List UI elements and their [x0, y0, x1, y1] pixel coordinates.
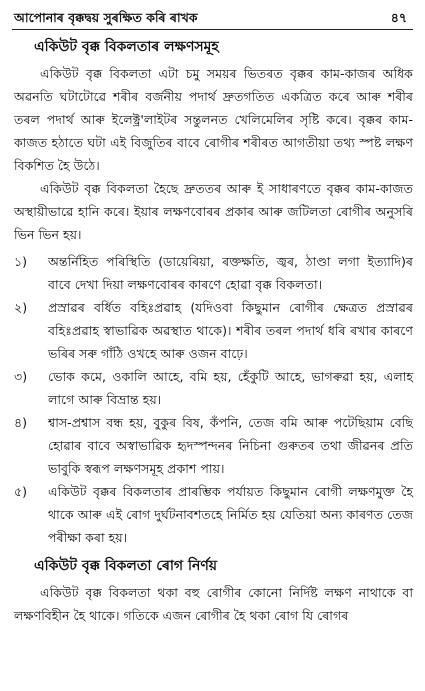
running-header: [14, 10, 411, 30]
list-item-text: ভোক কমে, ওকালি আহে, বমি হয়, হেঁকুটি আহে, ভাগৰুৱা হয়, এলাহ লাগে আৰু বিভ্ৰান্ত হয়।: [48, 369, 413, 407]
list-item: [14, 250, 413, 296]
section-heading-diagnosis: একিউট বৃক্ক বিকলতা ৰোগ নিৰ্ণয়: [34, 558, 218, 574]
paragraph: একিউট বৃক্ক বিকলতা থকা বহু ৰোগীৰ কোনো নিৰ্দিষ্ট লক্ষণ নাথাকে বা লক্ষণবিহীন হৈ থাকে। গতিকে এজন ৰোগীৰ হৈ থকা ৰোগ যি ৰোগৰ: [14, 585, 413, 623]
page-content: [14, 34, 413, 691]
paragraph: একিউট বৃক্ক বিকলতা এটা চমু সময়ৰ ভিতৰত বৃক্কৰ কাম-কাজৰ অধিক অৱনতি ঘটাটোৱে শৰীৰ বৰ্জনীয় পদাৰ্থ দ্ৰুতগতিত একত্ৰিত কৰে আৰু শৰীৰ তৰল পদাৰ্থ আৰু ইলেক্ট্ৰ'লাইটৰ সন্তুলনত খেলিমেলিৰ সৃষ্টি কৰে। বৃক্কৰ কাম-কাজত হঠাতে ঘটা এই বিজুতিৰ বাবে ৰোগীৰ শৰীৰত আগতীয়া তথ্য স্পষ্ট লক্ষণ বিকশিত হৈ উঠে।: [14, 66, 413, 173]
symptom-list: [14, 250, 413, 549]
paragraph: একিউট বৃক্ক বিকলতা হৈছে দ্ৰুততৰ আৰু ই সাধাৰণতে বৃক্কৰ কাম-কাজত অস্থায়ীভাৱে হানি কৰে। ইয়াৰ লক্ষণবোৰৰ প্ৰকাৰ আৰু জটিলতা ৰোগীৰ অনুসৰি ভিন ভিন হয়।: [14, 181, 413, 242]
list-item-number: ৩): [14, 369, 28, 384]
list-item: [14, 411, 413, 480]
list-item: [14, 365, 413, 411]
list-item-number: ৫): [14, 484, 28, 499]
list-item-text: শ্বাস-প্ৰশ্বাস বন্ধ হয়, বুকুৰ বিষ, কঁপনি, তেজ বমি আৰু পটেছিয়াম বেছি হোৱাৰ বাবে অস্বাভাৱিক হৃদস্পন্দনৰ নিচিনা গুৰুতৰ তথা জীৱনৰ প্ৰতি ভাবুকি স্বৰূপ লক্ষণসমূহ প্ৰকাশ পায়।: [48, 415, 413, 476]
header-divider: [12, 29, 413, 30]
list-item: [14, 480, 413, 549]
list-item-text: একিউট বৃক্কৰ বিকলতাৰ প্ৰাৰম্ভিক পৰ্যায়ত কিছুমান ৰোগী লক্ষণমুক্ত হৈ থাকে আৰু এই ৰোগ দুৰ্ঘটনাবশতহে নিৰ্মিত হয় যেতিয়া অন্য কাৰণত তেজ পৰীক্ষা কৰা হয়।: [48, 484, 413, 545]
section-heading-symptoms: একিউট বৃক্ক বিকলতাৰ লক্ষণসমূহ: [34, 39, 219, 55]
header-title: আপোনাৰ বৃক্কদ্বয় সুৰক্ষিত কৰি ৰাখক: [14, 10, 198, 25]
page-number: ৪৭: [390, 10, 407, 25]
list-item: [14, 296, 413, 365]
list-item-number: ১): [14, 254, 28, 269]
list-item-text: অন্তৰ্নিহিত পৰিস্থিতি (ডায়েৰিয়া, ৰক্তক্ষতি, জ্বৰ, ঠাণ্ডা লগা ইত্যাদি)ৰ বাবে দেখা দিয়া লক্ষণবোৰৰ কাৰণে হোৱা বৃক্ক বিকলতা।: [48, 254, 413, 292]
list-item-text: প্ৰস্ৰাৱৰ বৰ্ধিত বহিঃপ্ৰৱাহ (যদিওবা কিছুমান ৰোগীৰ ক্ষেত্ৰত প্ৰস্ৰাৱৰ বহিঃপ্ৰৱাহ স্বাভাৱিক অৱস্থাত থাকে)। শৰীৰ তৰল পদাৰ্থ ধৰি ৰখাৰ কাৰণে ভৰিৰ সৰু গাঁঠি ওখহে আৰু ওজন বাঢ়ে।: [48, 300, 413, 361]
list-item-number: ২): [14, 300, 28, 315]
list-item-number: ৪): [14, 415, 28, 430]
